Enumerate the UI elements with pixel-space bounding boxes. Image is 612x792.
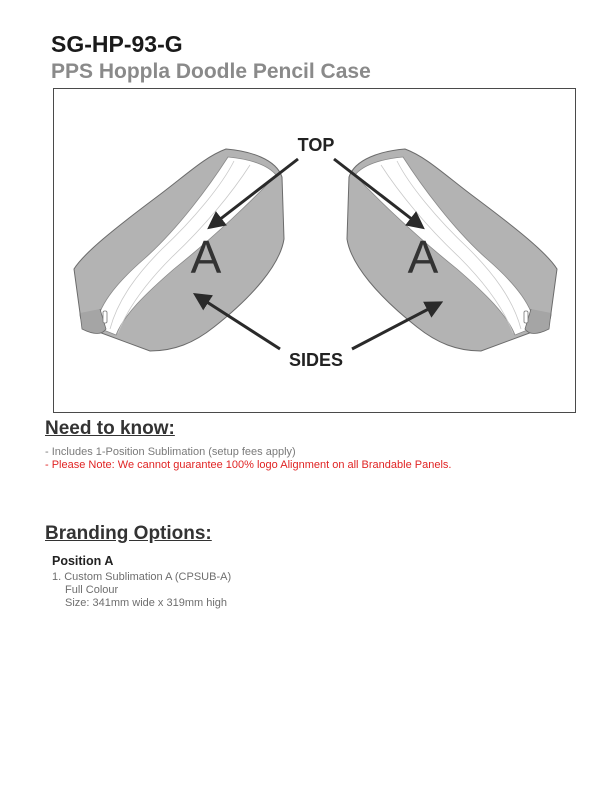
left-zipper-pull xyxy=(103,311,107,323)
branding-method: 1. Custom Sublimation A (CPSUB-A) xyxy=(52,571,232,583)
right-pencil-case xyxy=(347,149,557,351)
right-panel-letter: A xyxy=(407,231,439,283)
left-panel-letter: A xyxy=(190,231,222,283)
label-top: TOP xyxy=(297,135,335,155)
left-pencil-case xyxy=(74,149,284,351)
note-alignment-warning: - Please Note: We cannot guarantee 100% logo Alignment on all Brandable Panels. xyxy=(45,459,452,471)
product-name: PPS Hoppla Doodle Pencil Case xyxy=(51,60,371,83)
pencil-case-illustration xyxy=(54,89,577,414)
product-sku: SG-HP-93-G xyxy=(51,31,183,57)
product-diagram xyxy=(53,88,576,413)
branding-size: Size: 341mm wide x 319mm high xyxy=(65,597,228,609)
right-zipper-pull xyxy=(524,311,528,323)
note-setup-fees: - Includes 1-Position Sublimation (setup fees apply) xyxy=(45,446,296,458)
need-to-know-heading: Need to know: xyxy=(45,418,175,439)
label-sides: SIDES xyxy=(288,350,344,370)
position-a-title: Position A xyxy=(52,554,114,568)
branding-colour: Full Colour xyxy=(65,584,119,596)
branding-options-heading: Branding Options: xyxy=(45,523,212,544)
